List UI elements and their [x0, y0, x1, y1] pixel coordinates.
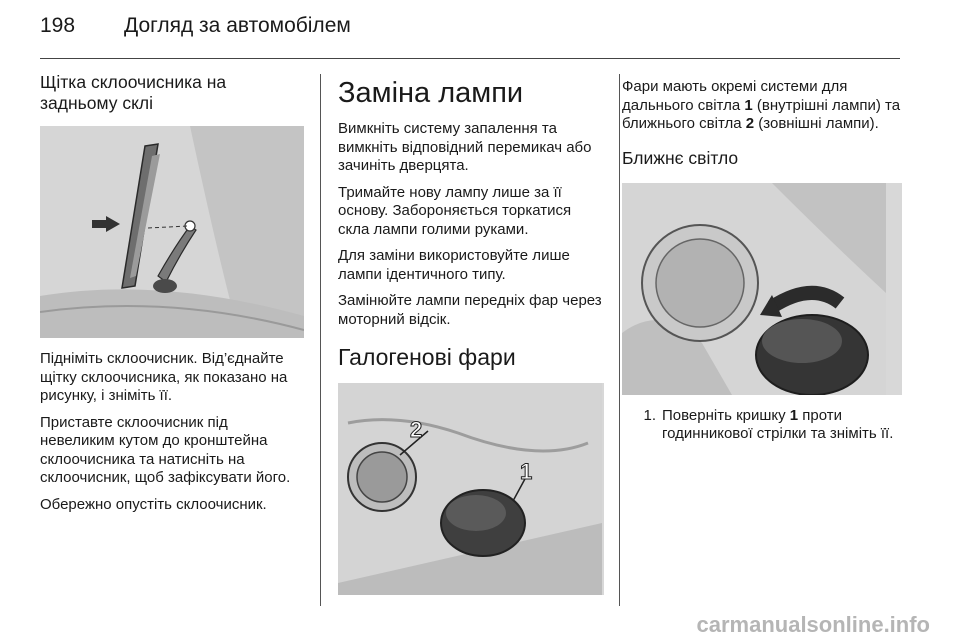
figure-low-beam	[622, 183, 902, 395]
header-divider	[40, 58, 900, 59]
figure-label-2: 2	[410, 417, 423, 442]
section-heading-bulb-replacement: Заміна лампи	[338, 77, 524, 109]
subheading-halogen: Галогенові фари	[338, 344, 516, 370]
figure-label-1: 1	[520, 459, 533, 484]
paragraph: Вимкніть систему запалення та вимкніть відповідний перемикач або зачиніть дверцята.	[338, 120, 592, 174]
paragraph: Підніміть склоочисник. Від’єднайте щітку склоочисника, як показано на рисунку, і зніміть її.	[40, 350, 288, 404]
column-rear-wiper	[40, 72, 304, 522]
paragraph: Обережно опустіть склоочисник.	[40, 495, 267, 513]
page-number: 198	[40, 14, 76, 37]
column-bulb-replacement	[338, 72, 604, 607]
step-text: Поверніть кришку 1 проти годинникової стрілки та зніміть її.	[662, 406, 894, 442]
watermark: carmanualsonline.info	[696, 612, 930, 637]
subheading-low-beam: Ближнє світло	[622, 147, 739, 168]
chapter-title: Догляд за автомобілем	[124, 14, 351, 37]
page-header	[40, 14, 900, 54]
section-heading-rear-wiper: Щітка склоочисника на задньому склі	[40, 72, 227, 113]
column-divider	[320, 74, 321, 606]
step-number: 1.	[643, 406, 656, 424]
paragraph-intro: Фари мають окремі системи для дальнього світла 1 (внутрішні лампи) та ближнього світла 2 (зовнішні лампи).	[622, 78, 901, 132]
paragraph: Тримайте нову лампу лише за її основу. Забороняється торкатися скла лампи голими руками.	[338, 183, 572, 238]
column-low-beam	[622, 72, 902, 444]
step-list	[622, 407, 902, 444]
figure-halogen-headlight	[338, 383, 604, 595]
paragraph: Приставте склоочисник під невеликим кутом до кронштейна склоочисника та натисніть на склоочисник, щоб зафіксувати його.	[40, 413, 291, 486]
list-item	[622, 407, 902, 444]
paragraph: Замінюйте лампи передніх фар через моторний відсік.	[338, 292, 602, 328]
figure-rear-wiper	[40, 126, 304, 338]
column-divider	[619, 74, 620, 606]
paragraph: Для заміни використовуйте лише лампи ідентичного типу.	[338, 247, 570, 283]
